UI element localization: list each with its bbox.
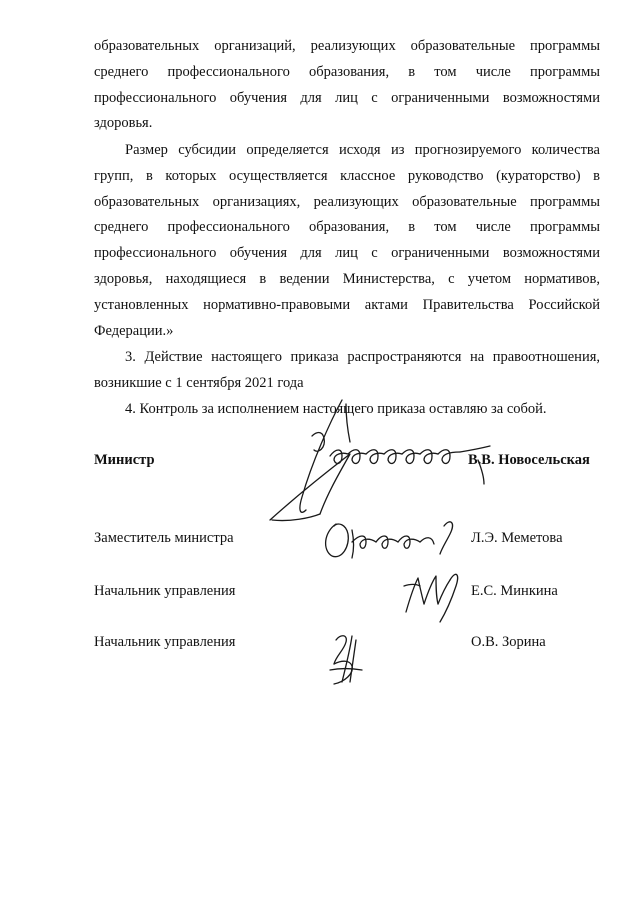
minister-signature <box>250 392 500 532</box>
text-line: образовательных организаций, реализующих образовательные программы <box>94 38 600 54</box>
text-line: профессионального обучения для лиц с ограниченными возможностями <box>94 89 600 106</box>
text-line: 3. Действие настоящего приказа распространяются на правоотношения, <box>125 349 600 365</box>
paragraph-subsidy-size <box>94 138 600 344</box>
signatory-name: Л.Э. Меметова <box>471 530 563 546</box>
signatory-name: О.В. Зорина <box>471 634 546 650</box>
text-line: Федерации.» <box>94 322 174 339</box>
text-line: Размер субсидии определяется исходя из прогнозируемого количества <box>125 142 600 158</box>
text-line: возникшие с 1 сентября 2021 года <box>94 374 304 391</box>
text-line: образовательных организациях, реализующих образовательные программы <box>94 193 600 210</box>
deputy-minister-signature <box>318 514 468 564</box>
head-department-signature-1 <box>400 564 470 626</box>
text-line: установленных нормативно-правовыми актами Правительства Российской <box>94 296 600 313</box>
text-line: групп, в которых осуществляется классное руководство (кураторство) в <box>94 167 600 184</box>
paragraph-item-3 <box>94 345 600 397</box>
signatory-name: Е.С. Минкина <box>471 583 558 599</box>
text-line: профессионального обучения для лиц с ограниченными возможностями <box>94 245 600 262</box>
signatory-role: Заместитель министра <box>94 530 234 546</box>
signatory-role: Начальник управления <box>94 583 236 599</box>
text-line: среднего профессионального образования, в том числе программы <box>94 219 600 236</box>
text-line: здоровья. <box>94 115 153 132</box>
signatory-name: В.В. Новосельская <box>468 452 590 468</box>
text-line: здоровья, находящиеся в ведении Министерства, с учетом нормативов, <box>94 270 600 287</box>
paragraph-continuation <box>94 34 600 137</box>
text-line: среднего профессионального образования, в том числе программы <box>94 63 600 80</box>
signature-row-head-department-1 <box>94 583 600 607</box>
text-line: 4. Контроль за исполнением настоящего приказа оставляю за собой. <box>125 401 547 417</box>
head-department-signature-2 <box>326 630 370 688</box>
signatory-role: Начальник управления <box>94 634 236 650</box>
signatory-role: Министр <box>94 452 155 468</box>
